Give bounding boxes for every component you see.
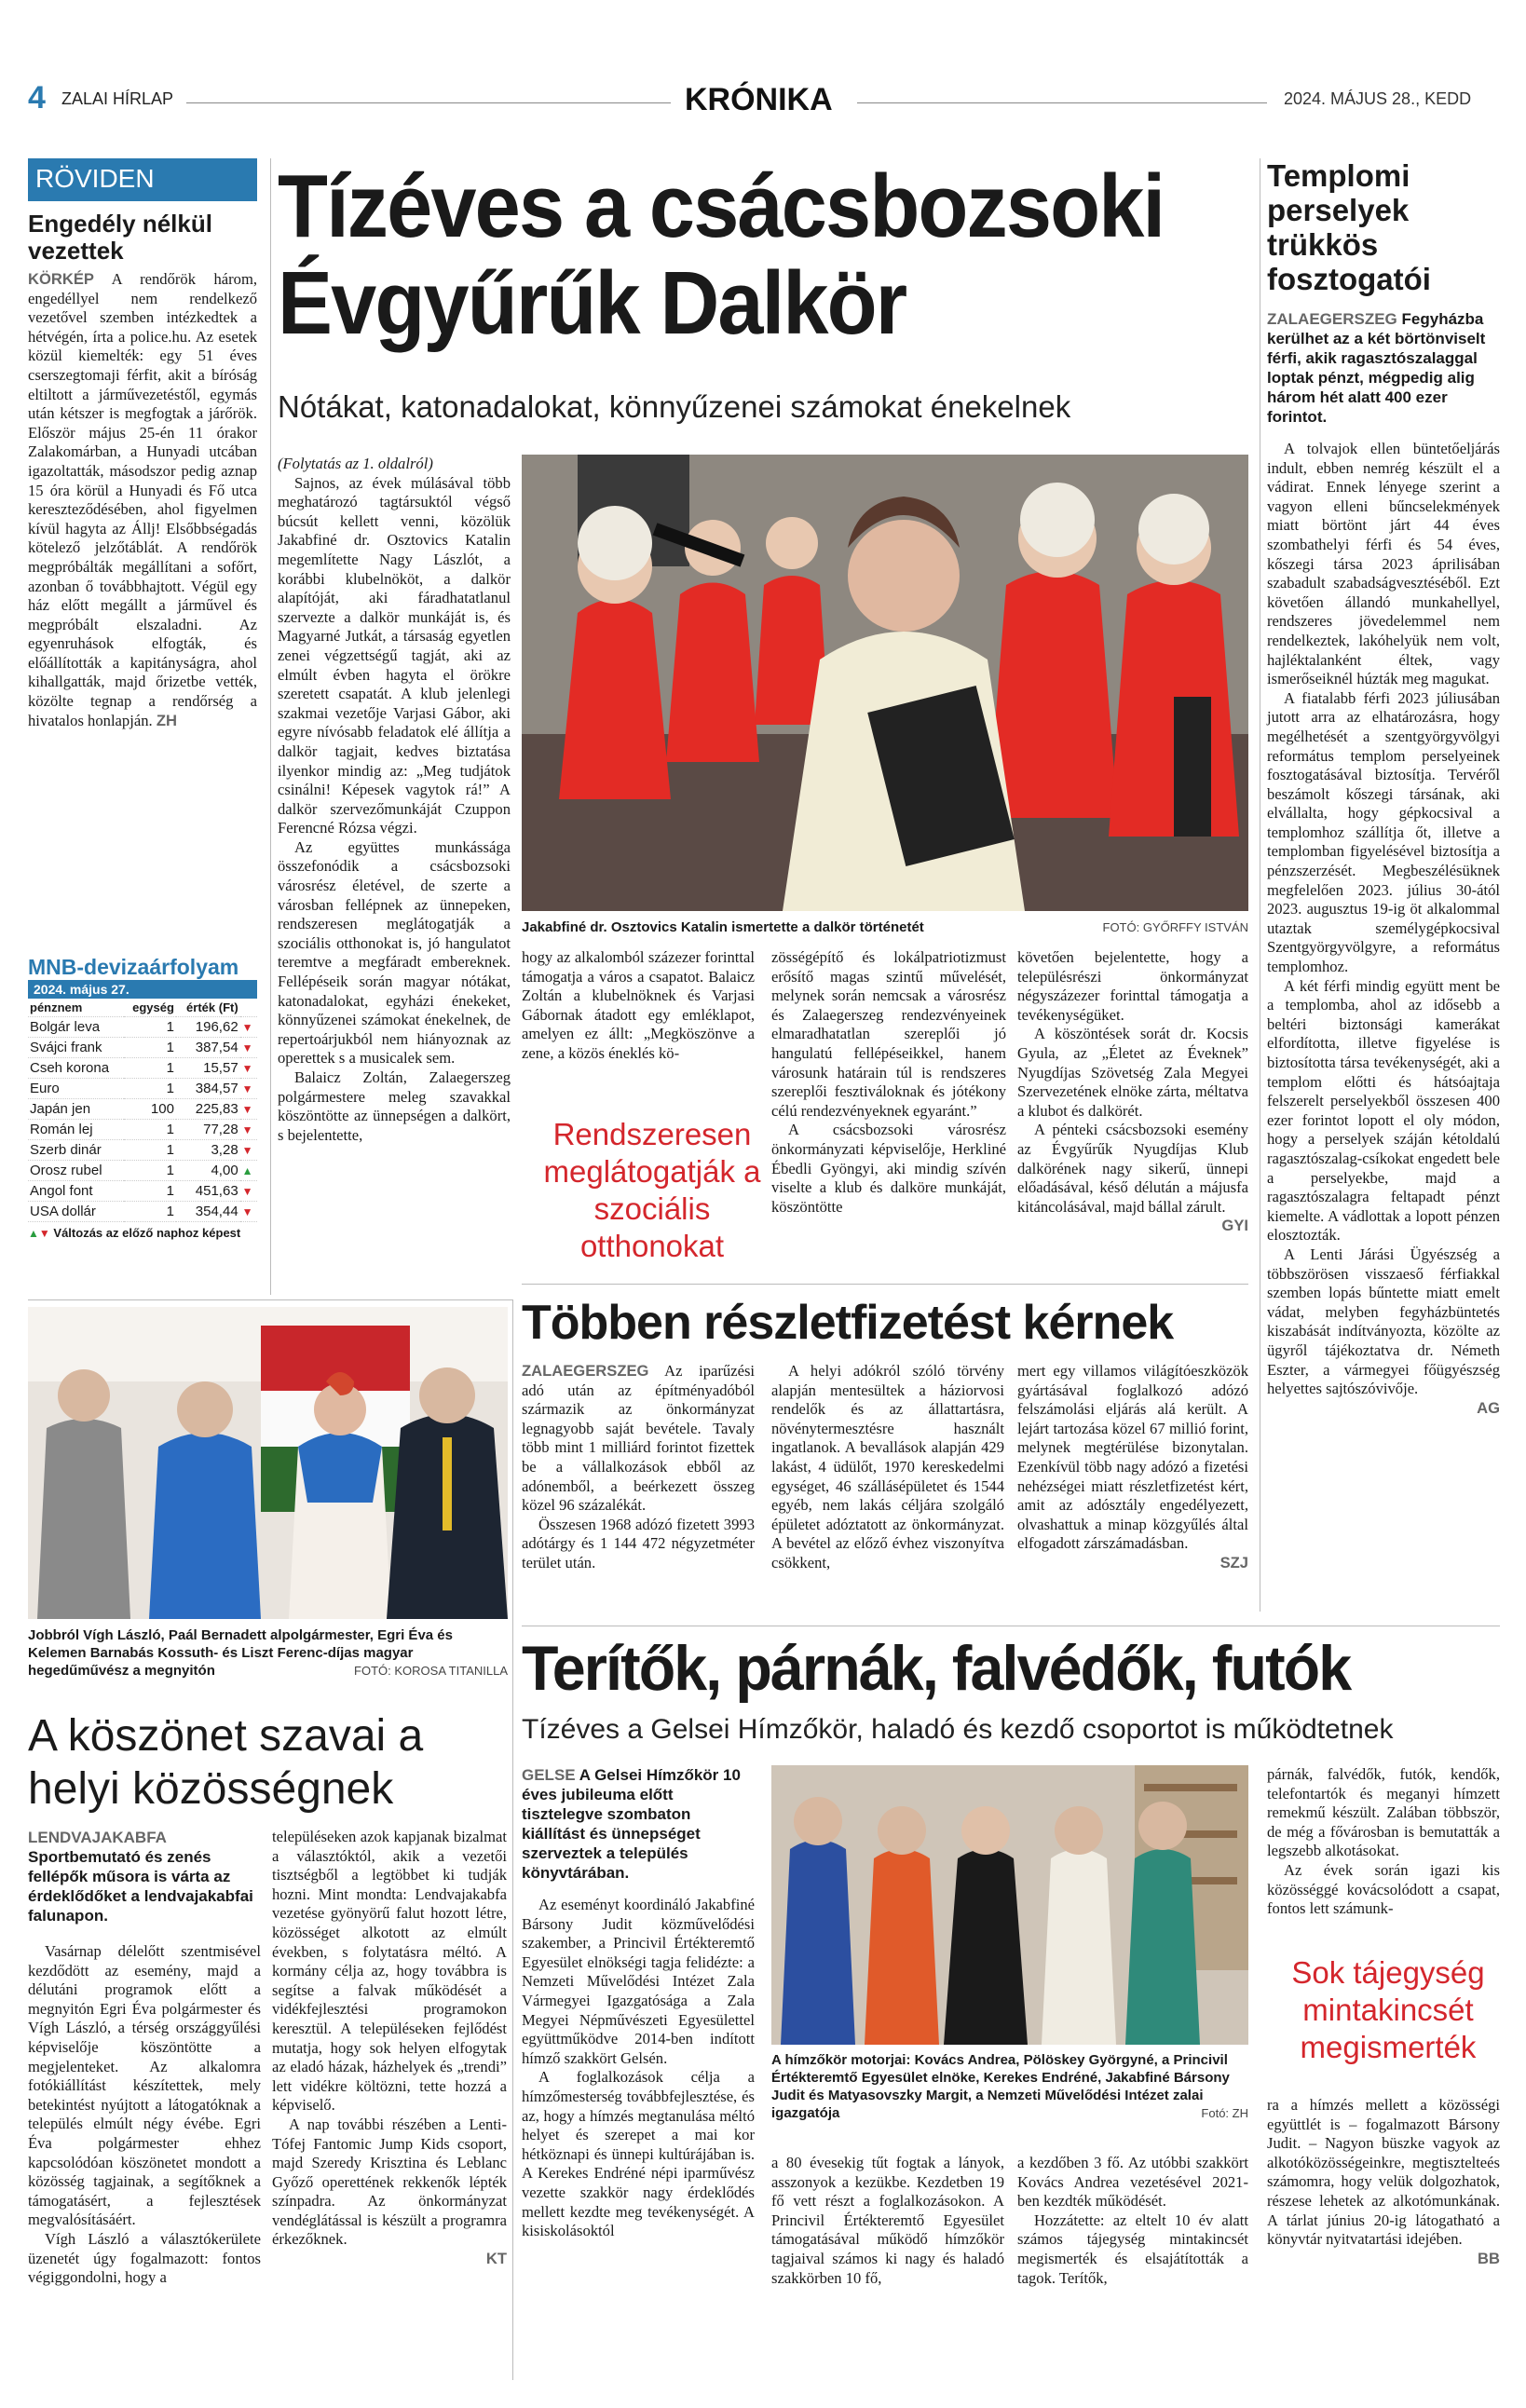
main-sig: GYI [1221,1217,1248,1235]
roviden-text: A rendőrök három, engedéllyel nem rendelkező vezetővel szemben intézkedtek a hétvégén, írta a police.hu. Az esetek közül kiemelték: egy 51 éves cserszegtomaji férfit, akit a bíróság eltiltott a járművezetéstől, egymás után kétszer is megfogtak a járőrök. Először május 25-én 11 órakor Zalakomárban, a Hunyadi utcában igazoltatták, másodszor pedig aznap 15 óra körül a Hunyadi és Fő utca kereszteződésében, ahol figyelmen kívül hagyta az Állj! Elsőbbségadás kötelező jelzőtáblát. A rendőrök megpróbálták megállítani a sofőrt, azonban ő továbbhajtott. Végül egy ház előtt megállt a járművel és megpróbált elszaladni. Az egyenruhások elfogták, és előállították a kapitányságra, ahol kihallgatták, majd őrizetbe vették, közölte tegnap a rendőrség a hivatalos honlapján. [28,270,258,729]
mnb-row [28,1161,257,1181]
teritok-c2-text: a 80 évesekig tűt fogtak a lányok, asszonyok a kezükbe. Kezdetben 19 fő vett részt a foglalkozásokon. A Princivil Értékteremtő Egyesület támogatásával működő hímzőkör tagjaival számos ki nagy és haladó szakkörben 10 fő, [771,2154,1004,2287]
teritok-col4 [1267,1765,1500,1919]
page-header [0,0,1526,117]
teritok-c1-p1: Az eseményt koordináló Jakabfiné Bársony Judit közművelődési szakember, a Princivil Értékteremtő Egyesület elnökségi tagja felidézte: a Nemzeti Művelődési Intézet Zala Vármegyei Igazgatósága a Zala Megyei Népművészeti Egyesülettel együttműködve 2014-ben indított hímző szakkört Gelsén. [522,1896,755,2067]
mnb-cell-value: 3,28 [176,1140,240,1161]
roviden-sig: ZH [156,711,177,729]
koszonet-sig: KT [485,2250,507,2268]
issue-date: 2024. MÁJUS 28., KEDD [1284,89,1472,108]
reszlet-c2-text: A helyi adókról szóló törvény alapján mentesültek a háziorvosi rendelők és az állattartásra, növénytermesztésre használt ingatlanok. A bevallások alapján 429 lakást, 4 üdülőt, 1970 kereskedelmi egységet, 46 szállásépületet és 1544 egyéb, nem lakás céljára szolgáló épületet adóztatott az önkormányzat. A bevétel az előző évhez viszonyítva csökkent, [771,1362,1004,1571]
main-photo-credit: FOTÓ: GYŐRFFY ISTVÁN [1102,920,1248,934]
mnb-row [28,1181,257,1202]
mnb-cell-name: Bolgár leva [28,1017,124,1038]
mnb-cell-unit: 1 [124,1202,176,1222]
mnb-header-value: érték (Ft) [176,999,240,1017]
main-col2-text: hogy az alkalomból százezer forinttal támogatja a város a csapatot. Balaicz Zoltán a klubelnöknek és Varjasi Gábornak átadott egy emléklapot, amelyen ez állt: „Megköszönve a zene, a közös éneklés kö- [522,948,755,1062]
trend-down-icon: ▼ [240,1038,257,1058]
mnb-cell-name: Svájci frank [28,1038,124,1058]
main-photo-caption [522,918,1248,936]
mnb-cell-name: Román lej [28,1120,124,1140]
koszonet-kicker: LENDVAJAKABFA [28,1829,167,1846]
main-title-line1: Tízéves a csácsbozsoki [278,156,1165,256]
trend-down-icon: ▼ [240,1099,257,1120]
trend-down-icon: ▼ [240,1120,257,1140]
main-pull-quote: Rendszeresen meglátogatják a szociális otthonokat [543,1117,761,1263]
mnb-cell-unit: 1 [124,1181,176,1202]
mnb-cell-value: 196,62 [176,1017,240,1038]
mnb-row [28,1038,257,1058]
section-name: KRÓNIKA [685,82,833,117]
mnb-cell-value: 15,57 [176,1058,240,1079]
mnb-row [28,1099,257,1120]
mnb-cell-unit: 1 [124,1161,176,1181]
main-col1 [278,455,511,1145]
roviden-title: Engedély nélkül vezettek [28,210,212,265]
main-title [278,158,1178,352]
teritok-c4-p3: ra a hímzés mellett a közösségi együttlét is – fogalmazott Bársony Judit. – Nagyon büszke vagyok az alkotóközösségeinkre, megtisztelteés számomra, hogy velük dolgozhatok, részese lehetek az alkotómunkának. A tárlat június 20-ig látogatható a könyvtár nyitvatartási idejében. [1267,2096,1500,2249]
reszlet-col3 [1017,1362,1248,1573]
roviden-label: RÖVIDEN [28,158,257,201]
reszlet-title: Többen részletfizetést kérnek [522,1296,1174,1350]
main-subtitle: Nótákat, katonadalokat, könnyűzenei számokat énekelnek [278,389,1071,424]
reszlet-sig: SZJ [1219,1553,1248,1571]
temple-p1: A tolvajok ellen büntetőeljárás indult, ebben nemrég készült el a vádirat. Ennek lényege szerint a vagyon elleni bűncselekmények miatt börtönt járt 44 éves szombathelyi férfi és 54 éves, kőszegi társa 2023 áprilisában szabadult szabadságvesztéséből. Ezt követően állandó munkahellyel, rendszeres jövedelemmel nem rendelkeztek, lakóhelyük nem volt, hajléktalanként éltek, vagy ismerőseiknél húzták meg magukat. [1267,440,1500,688]
mnb-row [28,1058,257,1079]
teritok-c3-p2: Hozzátette: az eltelt 10 év alatt számos tájegység mintakincsét megismerték és elsajátították a tagok. Terítők, [1017,2211,1248,2287]
koszonet-col1 [28,1942,261,2288]
mnb-cell-unit: 1 [124,1120,176,1140]
mnb-cell-unit: 1 [124,1038,176,1058]
main-caption-text: Jakabfiné dr. Osztovics Katalin ismertette a dalkör történetét [522,919,924,935]
mnb-title: MNB-devizaárfolyam [28,955,239,979]
teritok-kicker: GELSE [522,1766,576,1784]
koszonet-title: A köszönet szavai a helyi közösségnek [28,1711,424,1814]
mnb-cell-value: 4,00 [176,1161,240,1181]
mnb-cell-value: 384,57 [176,1079,240,1099]
mnb-cell-name: Cseh korona [28,1058,124,1079]
mnb-cell-name: Szerb dinár [28,1140,124,1161]
mnb-cell-unit: 1 [124,1140,176,1161]
teritok-subtitle: Tízéves a Gelsei Hímzőkör, haladó és kezdő csoportot is működtetnek [522,1714,1394,1745]
teritok-c4-p2: Az évek során igazi kis közösséggé kovácsolódott a csapat, fontos lett számunk- [1267,1860,1500,1918]
main-cont: (Folytatás az 1. oldalról) [278,455,433,472]
temple-p3: A két férfi mindig együtt ment be a templomba, ahol az idősebb a beltéri biztonsági kamerákat elfordította, illetve figyelése is biztosította társa tevékenységét, aki a templom előtti és hátsóajtaja felszerelt perselyekből összesen 400 ezer forintot lopott el oly módon, hogy a perselyek száján kétoldalú ragasztószalag-csíkokat engedett bele a perselyekbe, majd a ragasztószalagra feltapadt pénzt kiemelte. A vádlottak a lopott pénzen elosztozták. [1267,976,1500,1245]
main-photo [522,455,1248,911]
temple-p2: A fiatalabb férfi 2023 júliusában jutott arra az elhatározásra, hogy megélhetését a szentgyörgyvölgyi református templom perselyeinek fosztogatásával biztosítja. Tervéről beszámolt kőszegi társának, aki elvállalta, hogy gépkocsival a templomhoz szállítja őt, illetve a templomban figyelésével biztosítja a pénzszerzését. Megbeszélésüknek megfelelően 2023. július 30-ától 2023. augusztus 19-ig öt alkalommal utaztak személygépkocsival Szentgyörgyvölgyre, a református templomhoz. [1267,688,1500,976]
main-col1-p1: Sajnos, az évek múlásával több meghatározó tagtársuktól végső búcsút kellett venni, közölük Jakabfiné dr. Osztovics Katalin megemlítette Nagy Lászlót, a korábbi klubelnököt, a dalkör alapítóját, aki fáradhatatlanul szervezte a dalkör munkáját is, és Magyarné Jutkát, a társaság egyetlen zenei végzettségű tagját, aki az elmúlt évben hagyta el örökre szeretett csapatát. A klub jelenlegi szakmai vezetője Varjasi Gábor, aki egyre nívósabb feladatok elé állítja a dalkör tagjait, kedves biztatása ilyenkor mindig az: „Meg tudjátok csinálni! Képesek vagytok rá!” A dalkör szervezőmunkáját Czuppon Ferencné Rózsa végzi. [278,473,511,837]
mnb-cell-value: 451,63 [176,1181,240,1202]
trend-down-icon: ▼ [240,1017,257,1038]
reszlet-col1 [522,1362,755,1573]
main-col3 [771,948,1006,1217]
temple-title: Templomi perselyek trükkös fosztogatói [1267,158,1431,296]
teritok-pull-quote: Sok tájegység mintakincsét megismerték [1291,1955,1485,2064]
mnb-box: MNB-devizaárfolyam 2024. május 27. pénznem egység érték (Ft) Bolgár leva 1 196,62 ▼ Svájci frank 1 387,54 ▼ Cseh korona 1 15,57 ▼ Euro 1 384,57 ▼ Japán jen 100 225,83 ▼ Román lej 1 77,28 ▼ Szerb dinár 1 3,28 ▼ Orosz rubel 1 4,00 ▲ Angol font 1 451,63 ▼ USA dollár 1 354,44 ▼ ▲▼ Változás az előző naphoz képest [28,955,257,1240]
main-col1-p3: Balaicz Zoltán, Zalaegerszeg polgármestere meleg szavakkal köszöntötte az ünnepségen a dalkört, s bejelentette, [278,1068,511,1144]
mnb-table [28,999,257,1222]
teritok-caption [771,2051,1248,2122]
teritok-lead: A Gelsei Hímzőkör 10 éves jubileuma előtt tisztelegve szombaton kiállítást és ünnepséget szerveztek a település könyvtárában. [522,1766,741,1882]
teritok-c1-p2: A foglalkozások célja a hímzőmesterség továbbfejlesztése, és az, hogy a hímzés megtanulása méltó helyet és szerepet a mai kor hétköznapi és ünnepi kultúrájában is. A Kerekes Endréné népi iparművész vezette szakkör nagy érdeklődés mellett kezdte meg tevékenységét. A kisiskolásoktól [522,2068,755,2240]
mnb-cell-unit: 1 [124,1017,176,1038]
mnb-cell-unit: 100 [124,1099,176,1120]
mnb-row [28,1017,257,1038]
mnb-cell-name: Angol font [28,1181,124,1202]
koszonet-c1-p1: Vasárnap délelőtt szentmisével kezdődött az esemény, majd a délutáni programok előtt a megnyitón Egri Éva polgármester és Vígh László, a térség országgyűlési képviselője köszöntötte a megjelenteket. Az alkalomra fotókiállítást készítettek, mely betekintést nyújtott a látogatóknak a település elmúlt négy évébe. Egri Éva polgármester ehhez kapcsolódóan köszönetet mondott a közösség tagjainak, a segítőknek a támogatásért, a fejlesztések megvalósításáért. [28,1942,261,2229]
teritok-sig: BB [1478,2249,1500,2267]
mnb-cell-name: USA dollár [28,1202,124,1222]
paper-name: ZALAI HÍRLAP [61,89,174,108]
mnb-row [28,1120,257,1140]
temple-sig: AG [1477,1398,1500,1417]
koszonet-c1-p2: Vígh László a választókerülete üzenetét úgy fogalmazott: fontos végiggondolni, hogy a [28,2229,261,2287]
koszonet-caption-text: Jobbról Vígh László, Paál Bernadett alpolgármester, Egri Éva és Kelemen Barnabás Kossuth- és Liszt Ferenc-díjas magyar hegedűművész a megnyitón [28,1627,453,1679]
teritok-col2 [771,2154,1004,2288]
koszonet-photo-credit: FOTÓ: KOROSA TITANILLA [354,1664,508,1678]
reszlet-c1-p2: Összesen 1968 adózó fizetett 3993 adótárgy és 1 144 472 négyzetméter terület után. [522,1515,755,1571]
main-col4-p2: A köszöntések sorát dr. Kocsis Gyula, az „Életet az Éveknek” Nyugdíjas Szövetség Zala Megyei Szervezetének elnöke zárta, méltatva a klubot és dalkörét. [1017,1025,1248,1120]
trend-down-icon: ▼ [240,1140,257,1161]
koszonet-lead-box [28,1828,261,1925]
teritok-photo-credit: Fotó: ZH [1201,2106,1248,2120]
mnb-header-name: pénznem [28,999,124,1017]
mnb-footnote: Változás az előző naphoz képest [53,1226,241,1240]
teritok-c4-p1: párnák, falvédők, futók, kendők, telefontartók és meganyi hímzett remekmű készült. Zalában többször, de még a fővárosban is bemutatták a legszebb alkotásokat. [1267,1765,1500,1860]
main-col4-p3: A pénteki csácsbozsoki esemény az Évgyűrűk Nyugdíjas Klub dalkörének nagy sikerű, ünnepi előadásával, késő délután a májusfa kitáncolásával, majd bállal zárult. [1017,1121,1248,1216]
roviden-box [28,158,257,730]
mnb-cell-unit: 1 [124,1058,176,1079]
mnb-date: 2024. május 27. [28,980,257,999]
main-title-line2: Évgyűrűk Dalkör [278,253,906,353]
teritok-col1 [522,1765,755,2241]
koszonet-c2-p2: A nap további részében a Lenti-Tófej Fantomic Jump Kids csoport, majd Szeredy Krisztina és Leblanc Győző operettének rekkenők lépték színpadra. Az önkormányzat vendéglátással is készült a programra érkezőknek. [272,2115,507,2249]
temple-kicker: ZALAEGERSZEG [1267,310,1397,328]
koszonet-col2 [272,1828,507,2269]
trend-down-icon: ▼ [240,1202,257,1222]
mnb-cell-value: 387,54 [176,1038,240,1058]
reszlet-c1-text: Az iparűzési adó után az építményadóból származik az önkormányzat legnagyobb saját bevétele. Tavaly több mint 1 milliárd forintot fizettek be a vállalkozások ebből az adónemből, a beérkezett összeg közel 96 százalékát. [522,1362,756,1515]
koszonet-c2-p1: településeken azok kapjanak bizalmat a választóktól, akik a vezetői tisztségből a legtöbbet ki tudják hozni. Mint mondta: Lendvajakabfa vezetése gyönyörű falut hozott létre, közösséget alkotott az elmúlt években, s folytatásra méltó. A kormány célja az, hogy továbbra is segítse a falvak működését a vidékfejlesztési programokon keresztül. A településeken fejlődést mutatja, hogy sok helyen elfogytak az eladó házak, házhelyek és „trendi” lett vidékre költözni, tette hozzá a képviselő. [272,1828,507,2115]
main-col3-p2: A csácsbozsoki városrész önkormányzati képviselője, Herkliné Ébedli Gyöngyi, aki mindig szívén viselte a klub és dalköre munkáját, köszöntötte [771,1121,1006,1216]
page-number: 4 [28,80,46,116]
mnb-cell-unit: 1 [124,1079,176,1099]
main-col4 [1017,948,1248,1236]
teritok-col4-cont [1267,2096,1500,2268]
trend-down-icon: ▼ [240,1079,257,1099]
teritok-title: Terítők, párnák, falvédők, futók [522,1633,1351,1704]
teritok-caption-text: A hímzőkör motorjai: Kovács Andrea, Pölöskey Györgyné, a Princivil Értékteremtő Egyesület elnöke, Kerekes Endréné, Jakabfiné Bársony Judit és Matyasovszky Margit, a Nemzeti Művelődési Intézet zalai igazgatója [771,2052,1230,2121]
mnb-cell-value: 354,44 [176,1202,240,1222]
mnb-cell-name: Japán jen [28,1099,124,1120]
trend-down-icon: ▼ [240,1058,257,1079]
teritok-photo [771,1765,1248,2045]
reszlet-col2 [771,1362,1004,1573]
main-col1-p2: Az együttes munkássága összefonódik a csácsbozsoki városrész életével, de szerte a városban fellépnek az ünnepeken, rendszeresen meglátogatják a szociális otthonokat is, jó hangulatot teremtve a megfáradt embereknek. Fellépéseik során magyar nótákat, katonadalokat, egyházi énekeket, könnyűzenei számokat énekelnek, de repertoárjukból nem hiányoznak az operettek s a musicalek sem. [278,837,511,1068]
main-col3-p1: zösségépítő és lokálpatriotizmust erősítő magas szintű művelését, melynek során nemcsak a városrész és Zalaegerszeg rendezvényeinek elmaradhatatlan szereplői jó hangulatú fellépéseikkel, hanem városunk határain túl is rendszeres szereplői fesztiváloknak és jótékony célú rendezvényeknek egyaránt.” [771,948,1006,1120]
reszlet-kicker: ZALAEGERSZEG [522,1362,649,1380]
mnb-cell-name: Orosz rubel [28,1161,124,1181]
main-col2 [522,948,755,1064]
main-col4-p1: követően bejelentette, hogy a településrészi önkormányzat négyszázezer forinttal támogatja a tevékenységüket. [1017,948,1248,1024]
temple-p4: A Lenti Járási Ügyészség a többszörösen visszaeső férfiakkal szemben lopás bűntette miatt emelt vádat, melyben fegyházbüntetés kiszabását indítványozta, közölte az ügyről tájékoztatva dr. Németh Eszter, a vármegyei főügyészség helyettes sajtószóvivője. [1267,1245,1500,1398]
reszlet-c3-text: mert egy villamos világítóeszközök gyártásával foglalkozó adózó felszámolási eljárás alá került. A lejárt tartozása közel 67 millió forint, melynek megtérülése bizonytalan. Ezenkívül több nagy adózó a fizetési nehézségei miatt részletfizetést kért, amit az adósztály engedélyezett, olvashattuk a minap közgyűlés által elfogadott zárszámadásban. [1017,1362,1248,1553]
koszonet-lead: Sportbemutató és zenés fellépők műsora is várta az érdeklődőket a lendvajakabfai falunapon. [28,1848,253,1925]
trend-up-icon: ▲ [240,1161,257,1181]
teritok-col3 [1017,2154,1248,2288]
mnb-row [28,1202,257,1222]
roviden-kicker: KÖRKÉP [28,270,94,288]
mnb-cell-value: 225,83 [176,1099,240,1120]
trend-down-icon: ▼ [240,1181,257,1202]
mnb-header-unit: egység [124,999,176,1017]
mnb-cell-value: 77,28 [176,1120,240,1140]
mnb-row [28,1140,257,1161]
temple-lead: Fegyházba kerülhet az a két börtönviselt férfi, akik ragasztószalaggal loptak pénzt, mégpedig alig három hét alatt 400 ezer forintot. [1267,310,1486,426]
koszonet-caption [28,1626,508,1680]
mnb-row [28,1079,257,1099]
temple-article [1267,158,1500,1418]
mnb-cell-name: Euro [28,1079,124,1099]
teritok-c3-p1: a kezdőben 3 fő. Az utóbbi szakkört Kovács Andrea vezetésével 2021-ben kezdték működését. [1017,2154,1248,2211]
koszonet-photo [28,1307,508,1619]
